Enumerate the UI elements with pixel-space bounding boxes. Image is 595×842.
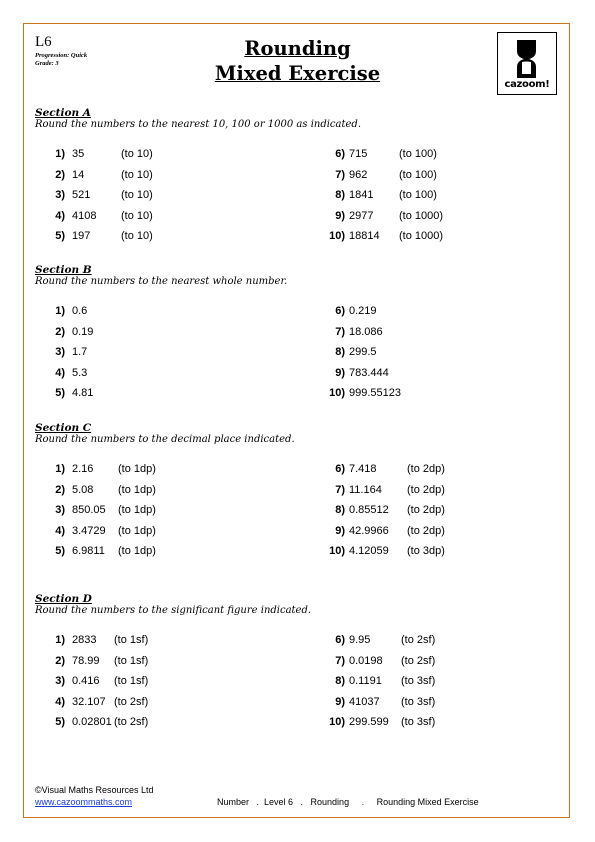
grade-text: Grade: 3 bbox=[35, 60, 59, 67]
question-number: 7) bbox=[335, 168, 345, 181]
question-number: 7) bbox=[335, 483, 345, 496]
question-hint: (to 1sf) bbox=[114, 654, 149, 667]
question-number: 8) bbox=[335, 504, 345, 517]
question-number: 5) bbox=[55, 545, 65, 558]
question-hint: (to 1000) bbox=[399, 230, 444, 243]
question-number: 3) bbox=[55, 504, 65, 517]
question-number: 10) bbox=[329, 545, 345, 558]
website-link[interactable]: www.cazoommaths.com bbox=[35, 797, 133, 807]
question-number: 6) bbox=[335, 463, 345, 475]
progression-info bbox=[35, 52, 87, 68]
question-number: 8) bbox=[335, 346, 345, 359]
question-number: 9) bbox=[335, 366, 345, 379]
footer-breadcrumb: Number . Level 6 . Rounding . Rounding Mixed Exercise bbox=[217, 797, 479, 807]
question-value: 4108 bbox=[72, 209, 97, 222]
question-value: 0.6 bbox=[72, 305, 88, 317]
section-title: Section C bbox=[35, 422, 92, 434]
question-hint: (to 1dp) bbox=[118, 483, 156, 496]
question-hint: (to 2sf) bbox=[114, 695, 149, 708]
question-hint: (to 1sf) bbox=[114, 675, 149, 688]
question-value: 5.08 bbox=[72, 483, 94, 496]
question-number: 6) bbox=[335, 305, 345, 317]
question-value: 35 bbox=[72, 148, 85, 160]
question-number: 1) bbox=[55, 634, 65, 646]
question-value: 0.85512 bbox=[349, 504, 389, 517]
question-value: 6.9811 bbox=[72, 545, 105, 558]
question-value: 2977 bbox=[349, 209, 374, 222]
question-number: 4) bbox=[55, 695, 65, 708]
section-instruction: Round the numbers to the nearest 10, 100 or 1000 as indicated. bbox=[35, 119, 362, 130]
question-number: 4) bbox=[55, 524, 65, 537]
question-hint: (to 2dp) bbox=[407, 504, 445, 517]
question-number: 3) bbox=[55, 189, 65, 202]
question-number: 3) bbox=[55, 346, 65, 359]
question-hint: (to 2dp) bbox=[407, 524, 445, 537]
question-value: 715 bbox=[349, 148, 368, 160]
question-value: 41037 bbox=[349, 695, 380, 708]
question-value: 32.107 bbox=[72, 695, 106, 708]
question-value: 78.99 bbox=[72, 654, 100, 667]
section-title: Section D bbox=[35, 593, 92, 605]
question-value: 299.5 bbox=[349, 346, 377, 359]
question-value: 14 bbox=[72, 168, 85, 181]
question-number: 2) bbox=[55, 168, 65, 181]
question-value: 18.086 bbox=[349, 325, 383, 338]
question-number: 4) bbox=[55, 209, 65, 222]
question-value: 0.0198 bbox=[349, 654, 383, 667]
question-number: 1) bbox=[55, 305, 65, 317]
question-value: 3.4729 bbox=[72, 524, 106, 537]
question-value: 11.164 bbox=[349, 483, 382, 496]
question-hint: (to 10) bbox=[121, 148, 153, 160]
question-number: 7) bbox=[335, 325, 345, 338]
question-value: 5.3 bbox=[72, 366, 88, 379]
question-number: 6) bbox=[335, 634, 345, 646]
question-number: 2) bbox=[55, 483, 65, 496]
question-value: 299.599 bbox=[349, 716, 389, 729]
logo-text: cazoom! bbox=[504, 79, 550, 90]
question-hint: (to 10) bbox=[121, 168, 153, 181]
question-number: 4) bbox=[55, 366, 65, 379]
question-value: 9.95 bbox=[349, 634, 371, 646]
question-hint: (to 100) bbox=[399, 189, 437, 202]
question-value: 783.444 bbox=[349, 366, 389, 379]
question-hint: (to 2sf) bbox=[114, 716, 149, 729]
question-number: 1) bbox=[55, 463, 65, 475]
question-value: 4.12059 bbox=[349, 545, 389, 558]
question-number: 10) bbox=[329, 387, 345, 400]
question-number: 1) bbox=[55, 148, 65, 160]
question-value: 962 bbox=[349, 168, 368, 181]
question-number: 5) bbox=[55, 230, 65, 243]
question-value: 0.19 bbox=[72, 325, 94, 338]
question-number: 6) bbox=[335, 148, 345, 160]
question-hint: (to 1dp) bbox=[118, 524, 156, 537]
section-title: Section B bbox=[35, 264, 92, 276]
question-hint: (to 1dp) bbox=[118, 504, 156, 517]
question-value: 7.418 bbox=[349, 463, 377, 475]
section-instruction: Round the numbers to the significant figure indicated. bbox=[35, 605, 312, 616]
page-title-line1: Rounding bbox=[244, 37, 351, 60]
question-value: 0.02801 bbox=[72, 716, 112, 729]
question-hint: (to 1dp) bbox=[118, 463, 156, 475]
question-value: 0.219 bbox=[349, 305, 377, 317]
question-number: 5) bbox=[55, 387, 65, 400]
question-hint: (to 100) bbox=[399, 168, 437, 181]
question-value: 1841 bbox=[349, 189, 374, 202]
question-value: 0.1191 bbox=[349, 675, 382, 688]
question-number: 8) bbox=[335, 675, 345, 688]
question-value: 2.16 bbox=[72, 463, 94, 475]
question-hint: (to 2sf) bbox=[401, 634, 436, 646]
question-hint: (to 3sf) bbox=[401, 675, 436, 688]
question-hint: (to 100) bbox=[399, 148, 437, 160]
question-number: 9) bbox=[335, 209, 345, 222]
question-hint: (to 2dp) bbox=[407, 483, 445, 496]
question-value: 850.05 bbox=[72, 504, 106, 517]
question-hint: (to 10) bbox=[121, 189, 153, 202]
question-number: 2) bbox=[55, 325, 65, 338]
question-value: 1.7 bbox=[72, 346, 88, 359]
question-number: 3) bbox=[55, 675, 65, 688]
question-hint: (to 3sf) bbox=[401, 695, 436, 708]
question-number: 7) bbox=[335, 654, 345, 667]
question-value: 197 bbox=[72, 230, 91, 243]
question-number: 5) bbox=[55, 716, 65, 729]
question-hint: (to 3dp) bbox=[407, 545, 445, 558]
question-value: 999.55123 bbox=[349, 387, 401, 400]
section-instruction: Round the numbers to the decimal place indicated. bbox=[35, 434, 295, 445]
question-value: 4.81 bbox=[72, 387, 94, 400]
question-number: 8) bbox=[335, 189, 345, 202]
question-value: 521 bbox=[72, 189, 91, 202]
question-hint: (to 1000) bbox=[399, 209, 444, 222]
copyright-text: ©Visual Maths Resources Ltd bbox=[35, 785, 154, 795]
question-number: 10) bbox=[329, 716, 345, 729]
cazoom-logo bbox=[497, 32, 557, 95]
question-hint: (to 2sf) bbox=[401, 654, 436, 667]
page-title-line2: Mixed Exercise bbox=[214, 62, 381, 85]
question-number: 2) bbox=[55, 654, 65, 667]
question-number: 10) bbox=[329, 230, 345, 243]
section-instruction: Round the numbers to the nearest whole number. bbox=[35, 276, 288, 287]
progression-text: Progression: Quick bbox=[35, 52, 88, 59]
question-hint: (to 10) bbox=[121, 230, 153, 243]
question-value: 42.9966 bbox=[349, 524, 389, 537]
section-title: Section A bbox=[35, 107, 91, 119]
question-value: 2833 bbox=[72, 634, 97, 646]
question-hint: (to 1dp) bbox=[118, 545, 156, 558]
question-hint: (to 2dp) bbox=[407, 463, 445, 475]
level-label: L6 bbox=[35, 34, 52, 50]
question-value: 0.416 bbox=[72, 675, 100, 688]
question-hint: (to 3sf) bbox=[401, 716, 436, 729]
question-hint: (to 1sf) bbox=[114, 634, 149, 646]
question-number: 9) bbox=[335, 524, 345, 537]
hourglass-icon bbox=[498, 35, 555, 83]
question-hint: (to 10) bbox=[121, 209, 153, 222]
question-value: 18814 bbox=[349, 230, 380, 243]
question-number: 9) bbox=[335, 695, 345, 708]
